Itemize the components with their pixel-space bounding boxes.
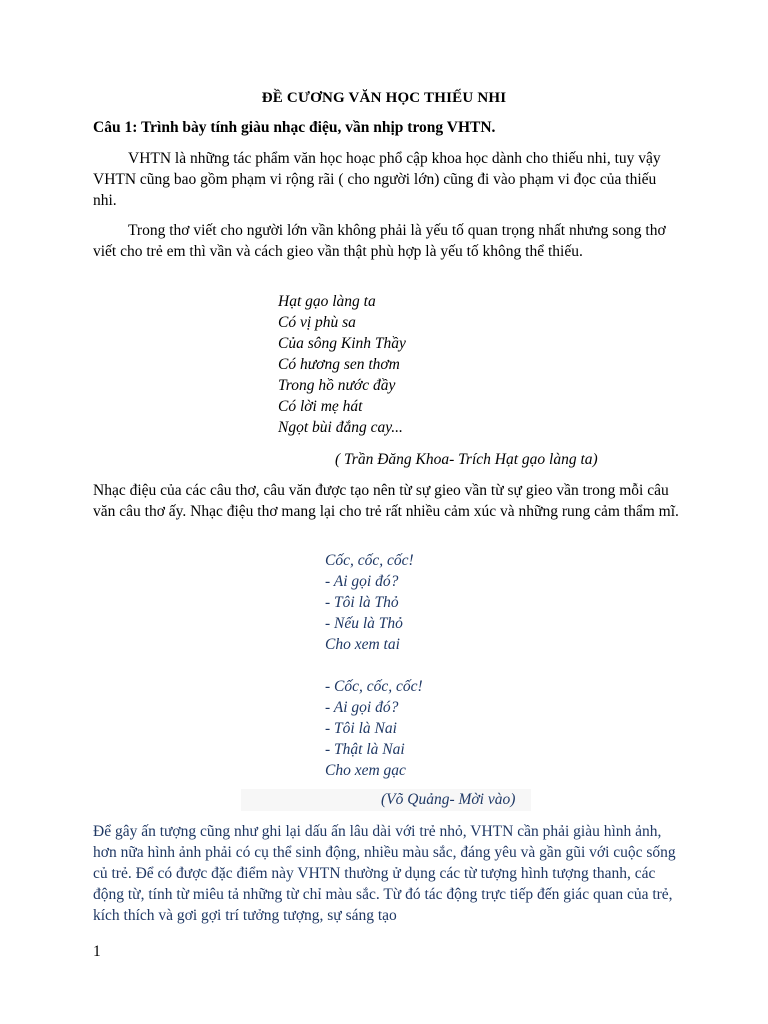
poem-line: - Tôi là Thỏ <box>325 594 399 611</box>
poem-line: - Ai gọi đó? <box>325 573 399 590</box>
poem-moi-vao-stanza-2 <box>325 676 423 781</box>
document-title: ĐỀ CƯƠNG VĂN HỌC THIẾU NHI <box>261 90 507 106</box>
poem-line: - Cốc, cốc, cốc! <box>325 678 423 695</box>
poem-line: Có vị phù sa <box>278 314 356 331</box>
page-number: 1 <box>93 943 101 960</box>
question-heading: Câu 1: Trình bày tính giàu nhạc điệu, vần nhịp trong VHTN. <box>93 119 496 136</box>
paragraph-3: Nhạc điệu của các câu thơ, câu văn được tạo nên từ sự gieo vần từ sự gieo vần trong mỗi câu văn câu thơ ấy. Nhạc điệu thơ mang lại cho trẻ rất nhiều cảm xúc và những rung cảm thẩm mĩ. <box>93 482 679 520</box>
poem-line: - Tôi là Nai <box>325 720 397 737</box>
paragraph-4: Để gây ấn tượng cũng như ghi lại dấu ấn lâu dài với trẻ nhỏ, VHTN cần phải giàu hình ảnh, hơn nữa hình ảnh phải có cụ thể sinh động, nhiều màu sắc, đáng yêu và gần gũi với cuộc sống củ trẻ. Để có được đặc điểm này VHTN thường ử dụng các từ tượng hình tượng thanh, các động từ, tính từ miêu tả những từ chỉ màu sắc. Từ đó tác động trực tiếp đến giác quan của trẻ, kích thích và gơi gợi trí tưởng tượng, sự sáng tạo <box>93 823 676 924</box>
poem-line: Cho xem gạc <box>325 762 406 779</box>
poem-line: - Nếu là Thỏ <box>325 615 403 632</box>
paragraph-2: Trong thơ viết cho người lớn vần không phải là yếu tố quan trọng nhất nhưng song thơ viết cho trẻ em thì vần và cách gieo vần thật phù hợp là yếu tố không thể thiếu. <box>93 222 666 260</box>
poem-hat-gao-lang-ta <box>278 291 406 438</box>
poem-moi-vao-stanza-1 <box>325 550 414 655</box>
poem-line: Trong hồ nước đầy <box>278 377 396 394</box>
poem-line: - Ai gọi đó? <box>325 699 399 716</box>
poem-line: Cốc, cốc, cốc! <box>325 552 414 569</box>
poem-line: Có hương sen thơm <box>278 356 400 373</box>
poem-line: Có lời mẹ hát <box>278 398 363 415</box>
poem-line: Ngọt bùi đắng cay... <box>278 419 403 436</box>
poem-line: Hạt gạo làng ta <box>278 293 376 310</box>
poem-credit-1: ( Trần Đăng Khoa- Trích Hạt gạo làng ta) <box>335 451 598 468</box>
paragraph-1: VHTN là những tác phẩm văn học hoạc phổ cập khoa học dành cho thiếu nhi, tuy vậy VHTN cũng bao gồm phạm vi rộng rãi ( cho người lớn) cũng đi vào phạm vi đọc của thiếu nhi. <box>93 150 661 209</box>
poem-line: - Thật là Nai <box>325 741 405 758</box>
poem-line: Của sông Kinh Thầy <box>278 335 406 352</box>
poem-credit-2: (Võ Quảng- Mời vào) <box>381 791 516 808</box>
poem-line: Cho xem tai <box>325 636 400 653</box>
